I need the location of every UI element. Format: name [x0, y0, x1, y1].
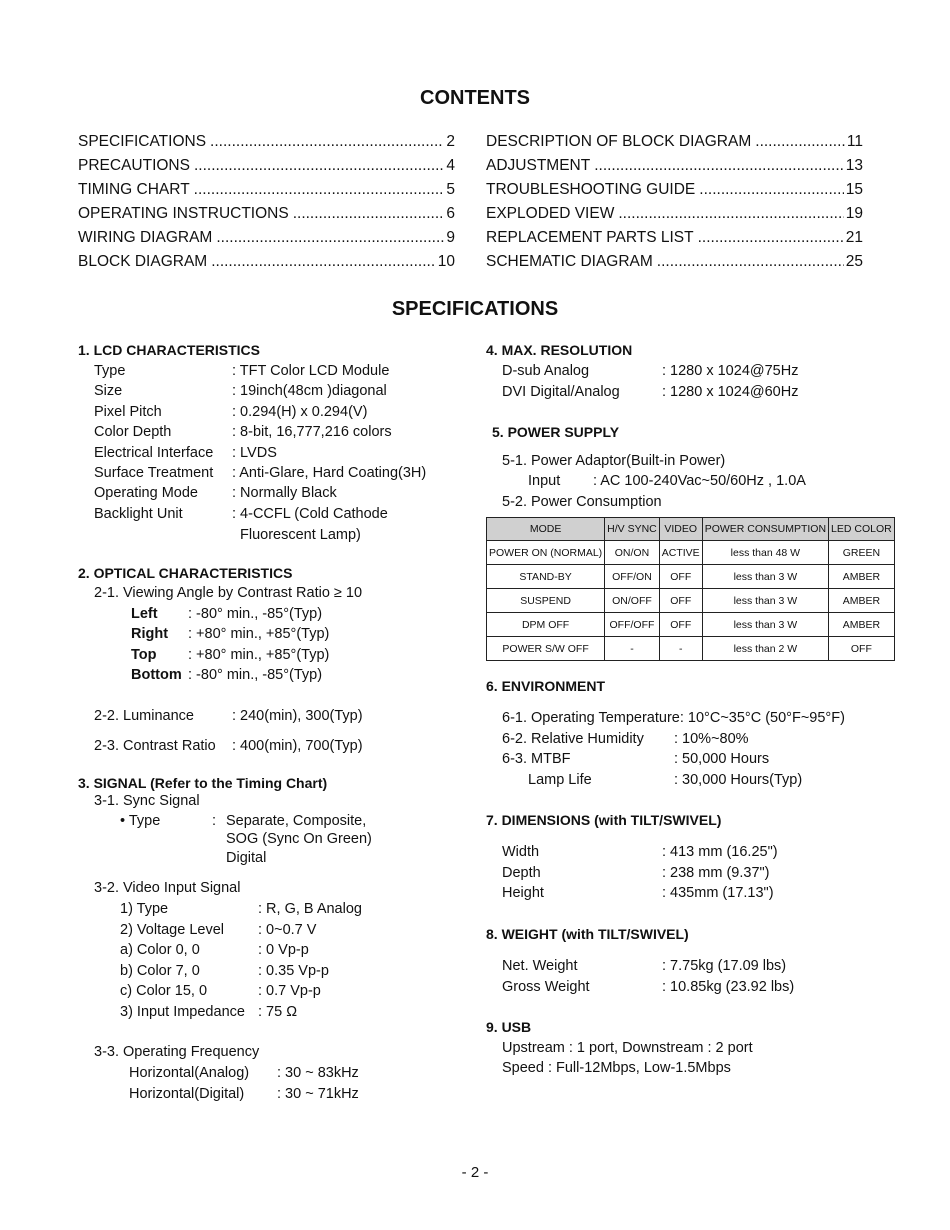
table-header-cell: LED COLOR	[829, 518, 895, 541]
luminance-label: 2-2. Luminance	[94, 708, 194, 724]
toc-entry-label: EXPLODED VIEW	[486, 205, 615, 222]
toc-leader-dots	[211, 253, 436, 271]
toc-entry-label: OPERATING INSTRUCTIONS	[78, 205, 289, 222]
toc-entry-page: 11	[846, 133, 863, 150]
sync-type-value-1: Separate, Composite,	[226, 813, 367, 829]
spec-value: : 1280 x 1024@75Hz	[662, 363, 799, 379]
spec-label: Gross Weight	[502, 978, 590, 995]
toc-leader-dots	[210, 133, 444, 151]
table-cell: OFF/OFF	[605, 613, 660, 637]
spec-label: D-sub Analog	[502, 363, 590, 379]
spec-label: Net. Weight	[502, 958, 578, 974]
table-cell: SUSPEND	[487, 589, 605, 613]
spec-value: : LVDS	[232, 444, 277, 461]
spec-label: Width	[502, 844, 540, 860]
toc-entry-page: 21	[845, 229, 863, 246]
specifications-title: SPECIFICATIONS	[391, 298, 559, 320]
spec-label: Lamp Life	[528, 771, 592, 788]
toc-entry	[486, 229, 863, 247]
sync-type-label: • Type	[120, 813, 161, 829]
toc-entry-page: 4	[446, 157, 455, 174]
toc-entry-page: 13	[845, 157, 863, 174]
operating-frequency-label: 3-3. Operating Frequency	[94, 1044, 260, 1060]
spec-value: : 0~0.7 V	[258, 921, 317, 938]
contrast-label: 2-3. Contrast Ratio	[94, 738, 216, 754]
spec-label: Horizontal(Digital)	[129, 1085, 245, 1102]
spec-label: 2) Voltage Level	[120, 921, 224, 938]
table-cell: less than 2 W	[702, 637, 828, 661]
spec-label: Size	[94, 383, 123, 400]
toc-entry-page: 15	[845, 181, 863, 198]
spec-value: : Anti-Glare, Hard Coating(3H)	[232, 465, 427, 481]
toc-entry-label: TROUBLESHOOTING GUIDE	[486, 181, 696, 198]
toc-leader-dots	[755, 133, 845, 151]
spec-value: : -80° min., -85°(Typ)	[188, 606, 323, 622]
spec-value: : 30,000 Hours(Typ)	[674, 771, 803, 788]
spec-label: Depth	[502, 864, 541, 881]
table-row	[487, 541, 895, 565]
spec-value: : 7.75kg (17.09 lbs)	[662, 958, 787, 974]
spec-value: : 30 ~ 71kHz	[277, 1085, 359, 1102]
spec-value: : +80° min., +85°(Typ)	[188, 626, 330, 643]
toc-entry-page: 5	[446, 181, 455, 198]
spec-label: a) Color 0, 0	[120, 942, 200, 958]
spec-label: Electrical Interface	[94, 444, 214, 461]
table-cell: ACTIVE	[659, 541, 702, 565]
contrast-value: : 400(min), 700(Typ)	[232, 738, 363, 754]
spec-label: Color Depth	[94, 424, 172, 441]
toc-entry	[78, 133, 455, 151]
toc-entry-page: 10	[437, 253, 455, 270]
table-cell: DPM OFF	[487, 613, 605, 637]
spec-value: : 8-bit, 16,777,216 colors	[232, 424, 392, 441]
toc-entry	[78, 229, 455, 247]
spec-label: Type	[94, 363, 126, 379]
power-heading: 5. POWER SUPPLY	[492, 424, 620, 440]
table-row	[487, 637, 895, 661]
usb-heading: 9. USB	[486, 1019, 532, 1035]
toc-entry-label: ADJUSTMENT	[486, 157, 591, 174]
video-input-label: 3-2. Video Input Signal	[94, 880, 241, 896]
usb-speed: Speed : Full-12Mbps, Low-1.5Mbps	[502, 1060, 731, 1076]
spec-label: Left	[131, 606, 158, 622]
toc-entry-page: 19	[845, 205, 863, 222]
spec-value: : +80° min., +85°(Typ)	[188, 646, 330, 663]
sync-signal-label: 3-1. Sync Signal	[94, 793, 200, 809]
toc-entry	[78, 181, 455, 199]
table-cell: ON/ON	[605, 541, 660, 565]
toc-leader-dots	[698, 229, 844, 247]
power-input-label: Input	[528, 473, 561, 489]
spec-value: : 75 Ω	[258, 1003, 298, 1020]
power-consumption-table	[486, 517, 895, 661]
spec-label: Backlight Unit	[94, 505, 183, 522]
toc-entry-label: TIMING CHART	[78, 181, 190, 198]
spec-label: Surface Treatment	[94, 465, 214, 481]
spec-value: : 19inch(48cm )diagonal	[232, 383, 387, 400]
spec-value: : 4-CCFL (Cold Cathode	[232, 505, 388, 522]
dimensions-heading: 7. DIMENSIONS (with TILT/SWIVEL)	[486, 812, 722, 828]
spec-value: : 10%~80%	[674, 731, 749, 747]
operating-temperature: 6-1. Operating Temperature: 10°C~35°C (50°F~95°F)	[502, 710, 845, 726]
toc-entry	[486, 181, 863, 199]
spec-label: b) Color 7, 0	[120, 962, 200, 979]
lcd-heading: 1. LCD CHARACTERISTICS	[78, 342, 261, 358]
spec-label: c) Color 15, 0	[120, 983, 208, 999]
weight-heading: 8. WEIGHT (with TILT/SWIVEL)	[486, 926, 689, 942]
table-cell: OFF	[829, 637, 895, 661]
table-cell: less than 3 W	[702, 589, 828, 613]
table-header-cell: POWER CONSUMPTION	[702, 518, 828, 541]
spec-value: : 0.294(H) x 0.294(V)	[232, 403, 368, 420]
toc-entry-page: 6	[446, 205, 455, 222]
table-header-cell: H/V SYNC	[605, 518, 660, 541]
spec-value: : 0.35 Vp-p	[258, 962, 329, 979]
page-number: - 2 -	[461, 1164, 489, 1181]
spec-label: Top	[131, 646, 157, 663]
toc-entry	[78, 205, 455, 223]
backlight-continuation: Fluorescent Lamp)	[240, 527, 361, 543]
toc-entry-label: PRECAUTIONS	[78, 157, 190, 174]
power-adaptor-label: 5-1. Power Adaptor(Built-in Power)	[502, 453, 726, 469]
usb-ports: Upstream : 1 port, Downstream : 2 port	[502, 1040, 753, 1056]
table-cell: less than 3 W	[702, 565, 828, 589]
spec-value: : 413 mm (16.25")	[662, 844, 778, 860]
table-cell: -	[659, 637, 702, 661]
toc-entry-label: SPECIFICATIONS	[78, 133, 207, 150]
luminance-value: : 240(min), 300(Typ)	[232, 708, 363, 724]
sync-type-value-2: SOG (Sync On Green)	[226, 831, 372, 847]
spec-label: Right	[131, 626, 169, 643]
toc-leader-dots	[194, 157, 444, 175]
spec-value: : 238 mm (9.37")	[662, 864, 770, 881]
toc-entry-label: WIRING DIAGRAM	[78, 229, 213, 246]
table-header-cell: MODE	[487, 518, 605, 541]
spec-value: : Normally Black	[232, 485, 337, 502]
sync-type-colon: :	[212, 813, 217, 829]
toc-leader-dots	[216, 229, 444, 247]
table-cell: OFF	[659, 613, 702, 637]
table-cell: -	[605, 637, 660, 661]
optical-heading: 2. OPTICAL CHARACTERISTICS	[78, 565, 293, 581]
spec-label: 1) Type	[120, 901, 169, 917]
table-cell: AMBER	[829, 613, 895, 637]
table-cell: AMBER	[829, 589, 895, 613]
table-header-cell: VIDEO	[659, 518, 702, 541]
toc-entry-page: 25	[845, 253, 863, 270]
toc-entry	[486, 253, 863, 271]
sync-type-value-3: Digital	[226, 850, 267, 866]
spec-label: DVI Digital/Analog	[502, 383, 620, 400]
table-cell: POWER S/W OFF	[487, 637, 605, 661]
spec-value: : R, G, B Analog	[258, 901, 362, 917]
toc-leader-dots	[657, 253, 844, 271]
toc-entry-label: DESCRIPTION OF BLOCK DIAGRAM	[486, 133, 752, 150]
toc-leader-dots	[293, 205, 445, 223]
power-input-value: : AC 100-240Vac~50/60Hz , 1.0A	[593, 473, 806, 489]
table-cell: less than 48 W	[702, 541, 828, 565]
spec-label: Horizontal(Analog)	[129, 1065, 250, 1081]
table-row	[487, 565, 895, 589]
contents-title: CONTENTS	[420, 87, 530, 109]
toc-entry	[78, 253, 455, 271]
table-cell: STAND-BY	[487, 565, 605, 589]
table-cell: less than 3 W	[702, 613, 828, 637]
toc-entry	[486, 205, 863, 223]
spec-label: Operating Mode	[94, 485, 198, 502]
viewing-angle-label: 2-1. Viewing Angle by Contrast Ratio ≥ 10	[94, 585, 363, 601]
spec-value: : -80° min., -85°(Typ)	[188, 667, 323, 684]
spec-value: : 0.7 Vp-p	[258, 983, 321, 999]
spec-value: : TFT Color LCD Module	[232, 363, 390, 379]
toc-entry	[486, 157, 863, 175]
toc-leader-dots	[699, 181, 843, 199]
table-cell: ON/OFF	[605, 589, 660, 613]
spec-label: Bottom	[131, 667, 182, 684]
spec-value: : 10.85kg (23.92 lbs)	[662, 978, 795, 995]
toc-leader-dots	[594, 157, 844, 175]
table-cell: OFF/ON	[605, 565, 660, 589]
table-cell: AMBER	[829, 565, 895, 589]
spec-label: 3) Input Impedance	[120, 1003, 245, 1020]
table-cell: GREEN	[829, 541, 895, 565]
table-row	[487, 613, 895, 637]
table-cell: POWER ON (NORMAL)	[487, 541, 605, 565]
spec-value: : 435mm (17.13")	[662, 885, 774, 901]
spec-value: : 1280 x 1024@60Hz	[662, 383, 799, 400]
environment-heading: 6. ENVIRONMENT	[486, 678, 606, 694]
resolution-heading: 4. MAX. RESOLUTION	[486, 342, 633, 358]
toc-leader-dots	[194, 181, 445, 199]
toc-entry-label: SCHEMATIC DIAGRAM	[486, 253, 653, 270]
toc-entry-label: REPLACEMENT PARTS LIST	[486, 229, 694, 246]
toc-entry	[486, 133, 863, 151]
spec-label: 6-2. Relative Humidity	[502, 731, 644, 747]
table-cell: OFF	[659, 565, 702, 589]
spec-label: Height	[502, 885, 544, 901]
spec-value: : 0 Vp-p	[258, 942, 309, 958]
spec-label: 6-3. MTBF	[502, 751, 571, 768]
spec-label: Pixel Pitch	[94, 403, 162, 420]
spec-value: : 30 ~ 83kHz	[277, 1065, 359, 1081]
toc-leader-dots	[618, 205, 843, 223]
toc-entry-label: BLOCK DIAGRAM	[78, 253, 208, 270]
table-cell: OFF	[659, 589, 702, 613]
spec-value: : 50,000 Hours	[674, 751, 770, 768]
toc-entry	[78, 157, 455, 175]
power-consumption-label: 5-2. Power Consumption	[502, 494, 662, 510]
table-row	[487, 589, 895, 613]
toc-entry-page: 2	[446, 133, 455, 150]
signal-heading: 3. SIGNAL (Refer to the Timing Chart)	[78, 775, 328, 791]
toc-entry-page: 9	[446, 229, 455, 246]
